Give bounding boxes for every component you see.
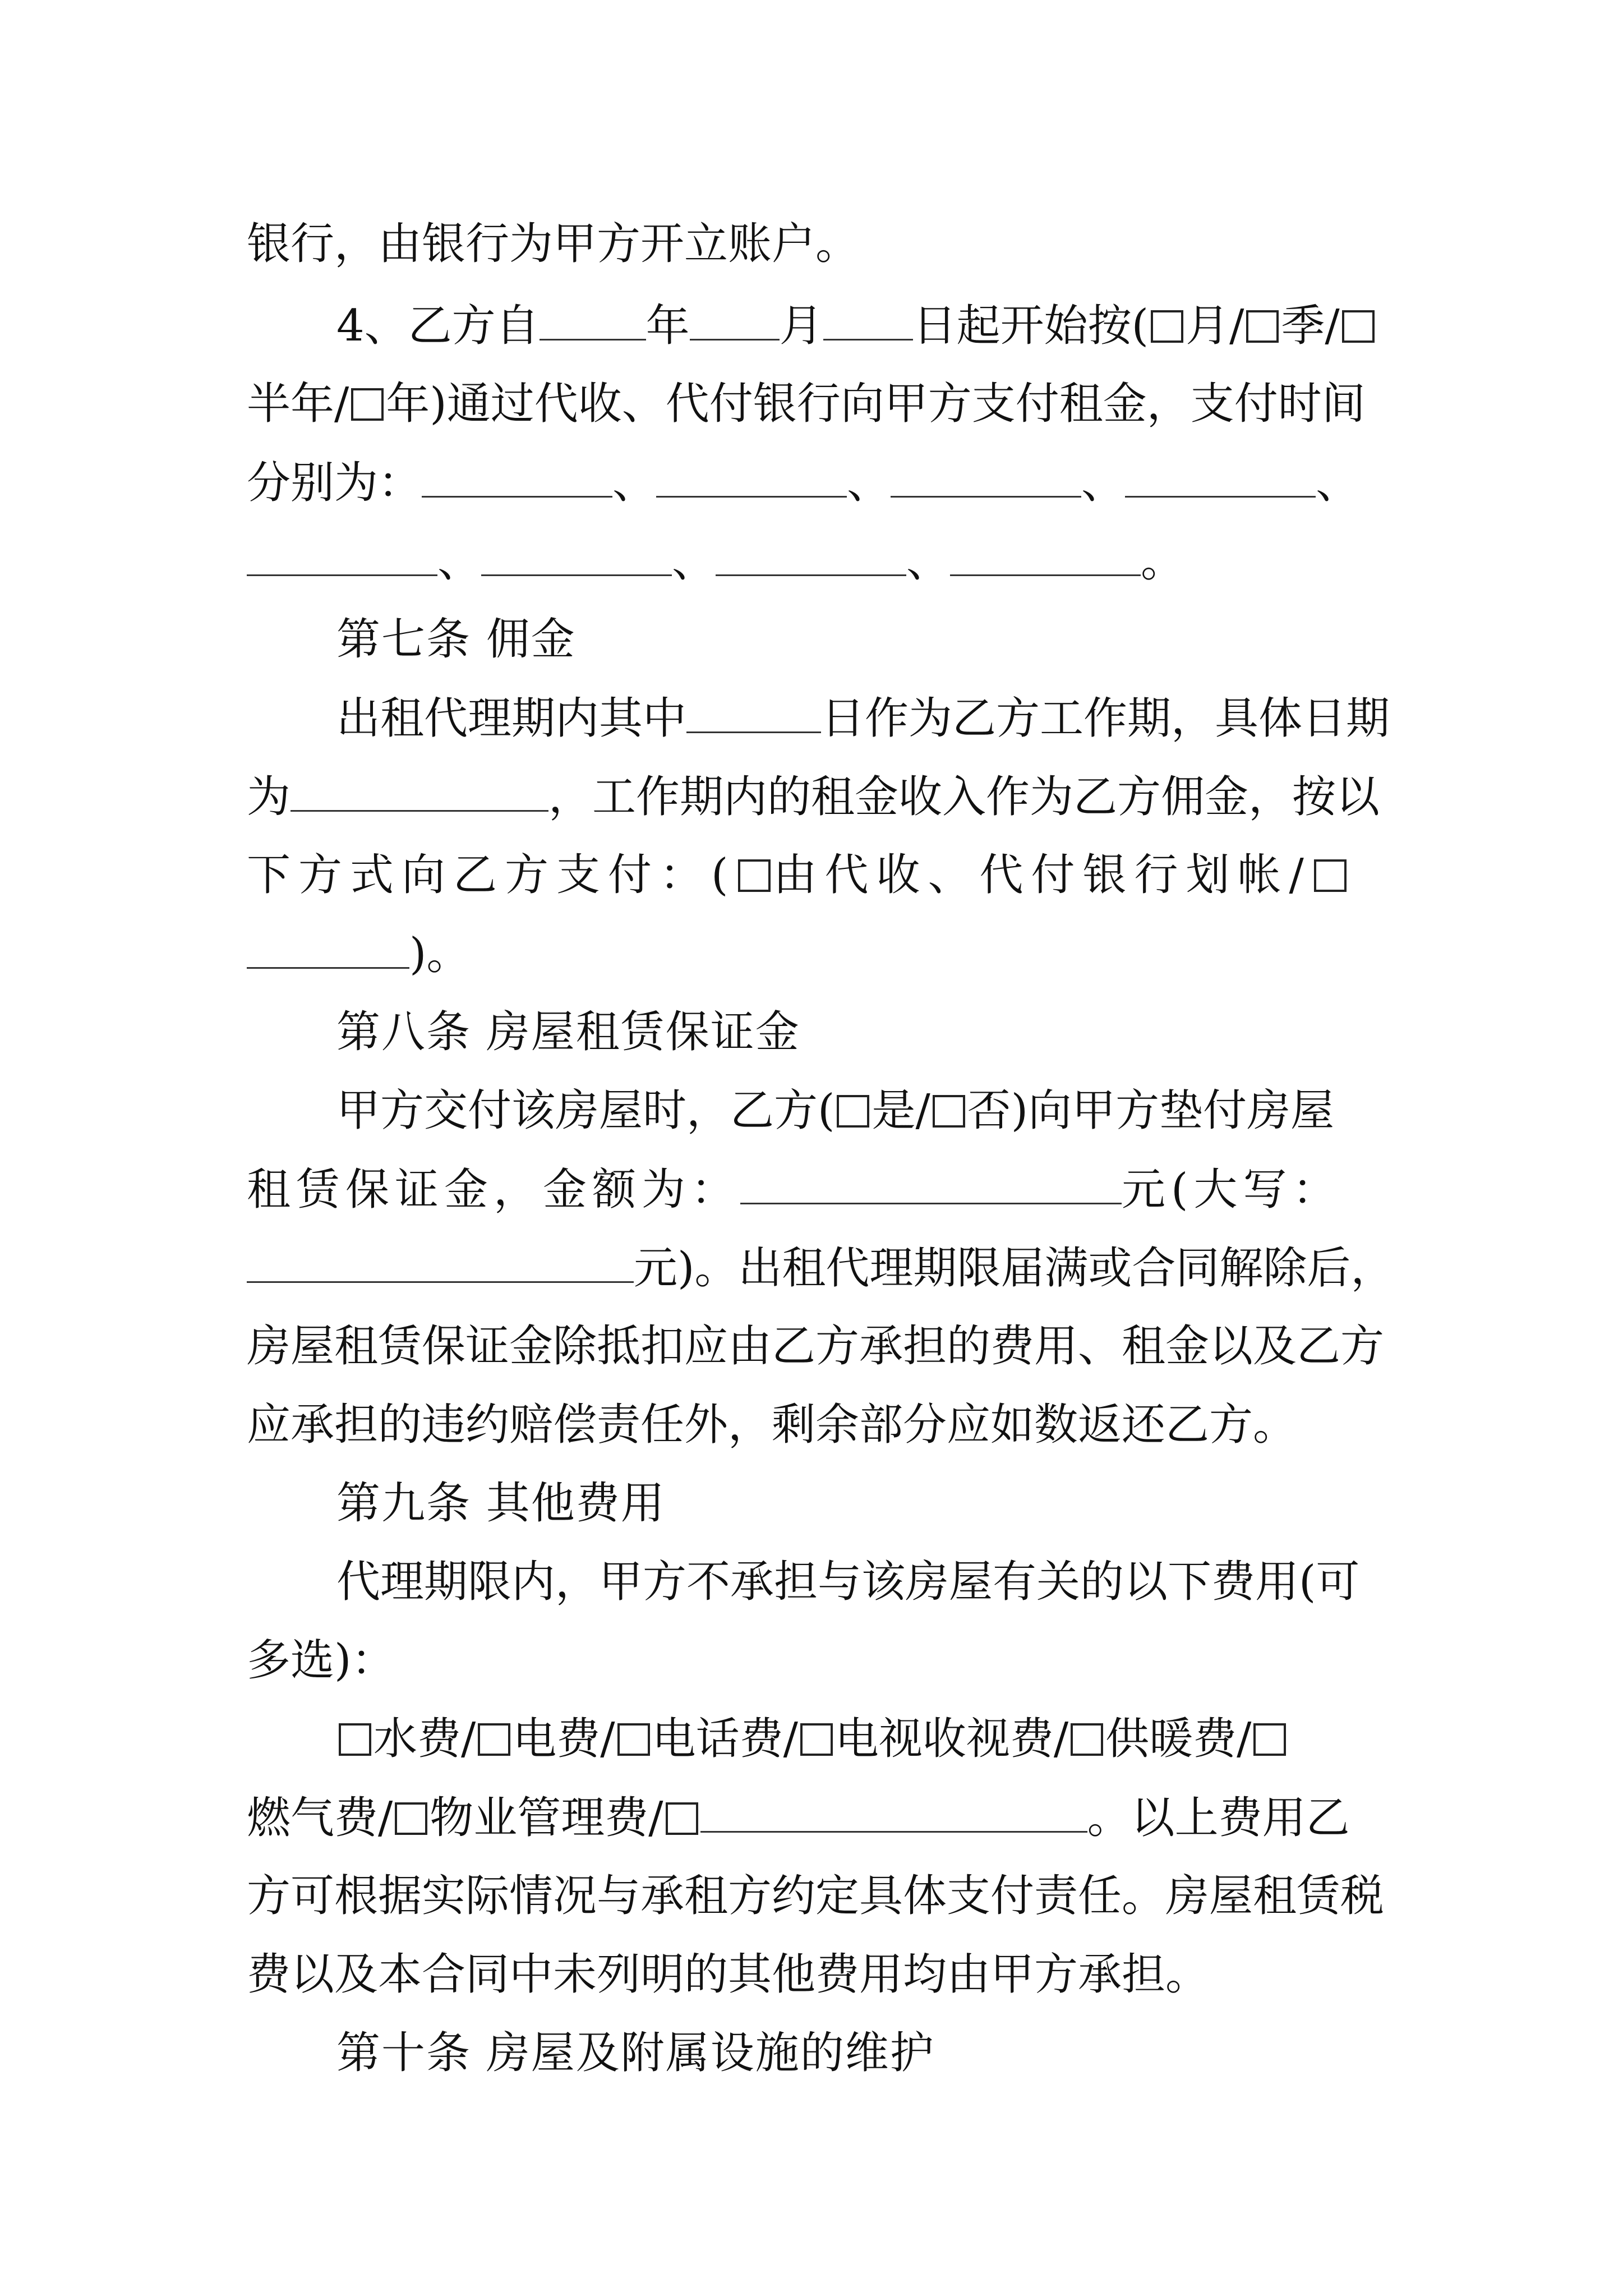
article-8-title — [336, 1004, 1481, 1060]
checkbox-bank-transfer[interactable] — [738, 859, 771, 892]
article-9-text-6: 费以及本合同中未列明的其他费用均由甲方承担。 — [247, 1949, 1210, 2000]
checkbox-yearly[interactable] — [351, 388, 384, 421]
article-7-text-1a: 出租代理期内其中 — [336, 693, 687, 744]
separator: 、 — [612, 458, 657, 508]
article-8-text-1c: 否)向甲方垫付房屋 — [967, 1085, 1335, 1136]
article-7-text-1b: 日作为乙方工作期，具体日期 — [821, 693, 1390, 744]
article-8-title-text: 第八条 房屋租赁保证金 — [336, 1007, 800, 1057]
payment-time-blank-2[interactable] — [656, 454, 847, 498]
year-blank[interactable] — [540, 297, 646, 341]
article-8-text-5: 应承担的违约赔偿责任外，剩余部分应如数返还乙方。 — [247, 1400, 1297, 1450]
article-7-text-4: )。 — [409, 929, 471, 979]
monthly-label: 月/ — [1186, 301, 1244, 351]
checkbox-other-payment[interactable] — [1314, 859, 1347, 892]
article-9-text-1: 代理期限内，甲方不承担与该房屋有关的以下费用(可 — [336, 1557, 1360, 1607]
article-7-line-3 — [247, 847, 1391, 903]
work-days-blank[interactable] — [686, 690, 821, 733]
payment-time-blank-1[interactable] — [422, 454, 612, 498]
separator: 、 — [672, 536, 716, 587]
article-7-text-2b: ，工作期内的租金收入作为乙方佣金，按以 — [548, 772, 1380, 822]
deposit-amount-words-blank[interactable] — [247, 1240, 634, 1283]
checkbox-other-fee[interactable] — [666, 1802, 698, 1835]
checkbox-heating[interactable] — [1071, 1723, 1103, 1756]
article-7-title — [336, 611, 1481, 668]
quarterly-label: 季/ — [1281, 301, 1340, 351]
article-9-title-text: 第九条 其他费用 — [336, 1478, 666, 1529]
year-label: 年 — [645, 301, 690, 351]
phone-fee-label: 电话费/ — [652, 1714, 798, 1764]
separator: 、 — [1081, 458, 1126, 508]
checkbox-half-year[interactable] — [1342, 310, 1375, 343]
article-9-title — [336, 1475, 1481, 1531]
payment-time-blank-4[interactable] — [1125, 454, 1316, 498]
article-9-text-2: 多选)： — [247, 1635, 395, 1686]
separator: 、 — [906, 536, 951, 587]
text-line-1 — [247, 216, 1391, 272]
other-fee-blank[interactable] — [700, 1789, 1087, 1833]
separator: 、 — [437, 536, 482, 587]
period: 。 — [1141, 536, 1185, 587]
heating-fee-label: 供暖费/ — [1105, 1714, 1252, 1764]
article-9-line-4 — [247, 1789, 1391, 1846]
article-9-line-3 — [336, 1711, 1481, 1767]
article-8-text-1b: 是/ — [872, 1085, 930, 1136]
checkbox-water[interactable] — [339, 1723, 371, 1756]
property-mgmt-fee-label: 物业管理费/ — [430, 1793, 663, 1843]
article-7-line-4 — [247, 926, 1391, 982]
article-7-title-text: 第七条 佣金 — [336, 614, 576, 665]
clause-4-line-2 — [247, 376, 1391, 432]
article-10-title — [336, 2025, 1481, 2081]
checkbox-monthly[interactable] — [1151, 310, 1183, 343]
payment-time-blank-8[interactable] — [950, 533, 1141, 576]
payment-times-label: 分别为： — [247, 458, 422, 508]
article-7-text-3: 下方式向乙方支付：( — [247, 850, 736, 900]
article-7-text-2a: 为 — [247, 772, 291, 822]
article-9-line-1 — [336, 1554, 1481, 1610]
electricity-fee-label: 电费/ — [513, 1714, 615, 1764]
article-8-text-2a: 租赁保证金，金额为： — [247, 1165, 741, 1215]
gas-fee-label: 燃气费/ — [247, 1793, 393, 1843]
separator: 、 — [847, 458, 891, 508]
article-9-line-2 — [247, 1632, 1391, 1688]
payment-time-blank-3[interactable] — [891, 454, 1081, 498]
checkbox-tv[interactable] — [800, 1723, 833, 1756]
article-8-line-3 — [247, 1240, 1395, 1296]
payment-time-blank-7[interactable] — [716, 533, 906, 576]
month-label: 月 — [779, 301, 823, 351]
article-9-text-5: 方可根据实际情况与承租方约定具体支付责任。房屋租赁税 — [247, 1871, 1385, 1921]
article-7-line-1 — [336, 690, 1481, 747]
article-7-line-2 — [247, 769, 1391, 825]
article-8-text-2b: 元(大写： — [1122, 1165, 1342, 1215]
article-8-line-1 — [336, 1083, 1481, 1139]
payment-time-blank-6[interactable] — [481, 533, 672, 576]
day-label: 日起开始按( — [912, 301, 1149, 351]
article-9-text-4c: 。以上费用乙 — [1087, 1793, 1350, 1843]
clause-4-line-3 — [247, 454, 1391, 511]
clause-4-line-1 — [336, 297, 1481, 354]
separator: 、 — [1316, 458, 1360, 508]
tv-fee-label: 电视收视费/ — [834, 1714, 1069, 1764]
article-8-line-5 — [247, 1397, 1391, 1453]
checkbox-deposit-yes[interactable] — [837, 1095, 869, 1128]
checkbox-phone[interactable] — [617, 1723, 650, 1756]
article-10-title-text: 第十条 房屋及附属设施的维护 — [336, 2028, 935, 2078]
checkbox-quarterly[interactable] — [1246, 310, 1279, 343]
checkbox-deposit-no[interactable] — [933, 1095, 965, 1128]
checkbox-property-mgmt[interactable] — [395, 1802, 427, 1835]
article-8-text-3: 元)。出租代理期限届满或合同解除后， — [634, 1243, 1395, 1294]
checkbox-gas[interactable] — [1253, 1723, 1286, 1756]
article-7-text-3b: 由代收、代付银行划帐/ — [773, 850, 1312, 900]
half-year-label: 半年/ — [247, 379, 349, 429]
article-9-line-6 — [247, 1947, 1391, 2003]
work-dates-blank[interactable] — [291, 769, 548, 812]
other-payment-blank[interactable] — [247, 926, 409, 969]
month-blank[interactable] — [690, 297, 780, 341]
article-8-line-4 — [247, 1318, 1391, 1374]
deposit-amount-blank[interactable] — [740, 1161, 1122, 1204]
article-8-text-4: 房屋租赁保证金除抵扣应由乙方承担的费用、租金以及乙方 — [247, 1321, 1385, 1372]
article-8-line-2 — [247, 1161, 1391, 1218]
clause-4-start: 4、乙方自 — [336, 301, 540, 351]
water-fee-label: 水费/ — [374, 1714, 476, 1764]
article-9-line-5 — [247, 1868, 1391, 1924]
checkbox-electricity[interactable] — [478, 1723, 510, 1756]
clause-4-line-4 — [247, 533, 1391, 590]
payment-time-blank-5[interactable] — [247, 533, 437, 576]
bank-account-text: 银行，由银行为甲方开立账户。 — [247, 219, 860, 269]
payment-method-text: 年)通过代收、代付银行向甲方支付租金，支付时间 — [386, 379, 1366, 429]
article-8-text-1a: 甲方交付该房屋时，乙方( — [336, 1085, 835, 1136]
day-blank[interactable] — [823, 297, 913, 341]
